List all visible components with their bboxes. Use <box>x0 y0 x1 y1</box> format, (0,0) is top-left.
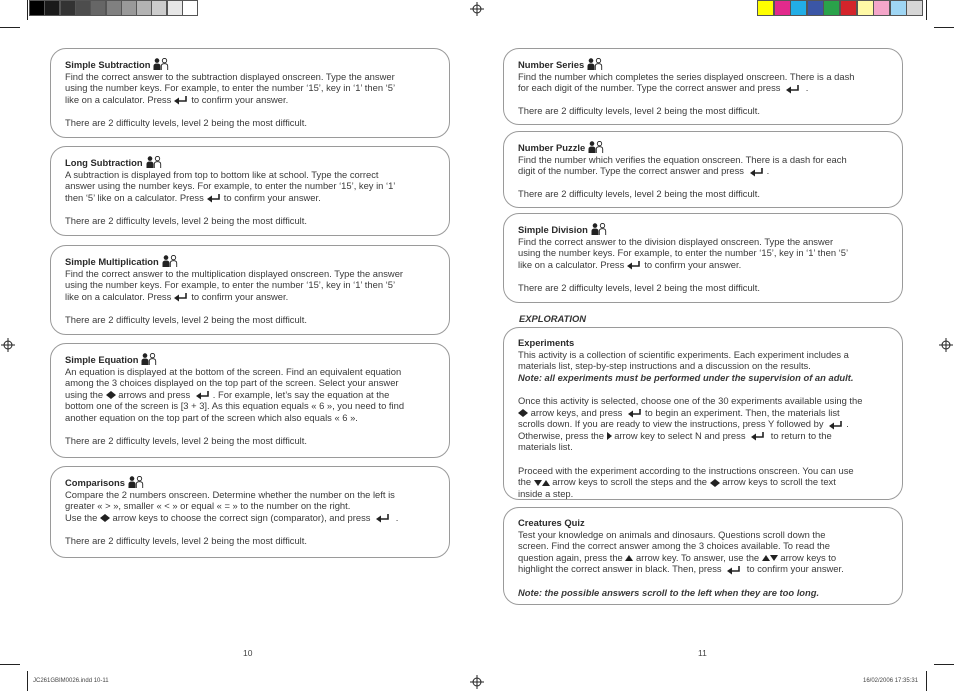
box-title: Simple Subtraction <box>65 59 151 70</box>
box-text: question again, press the <box>518 551 623 563</box>
box-title: Number Series <box>518 59 585 70</box>
box-title: Simple Equation <box>65 354 139 365</box>
comparisons-box <box>50 466 450 558</box>
up-arrow-icon <box>542 480 550 486</box>
box-text: Find the correct answer to the division displayed onscreen. Type the answer <box>518 235 834 247</box>
box-text: to confirm your answer. <box>644 258 742 270</box>
color-swatch <box>906 0 923 16</box>
box-text: using the number keys. For example, to enter the number ‘15’, key in ‘1’ then ‘5’ <box>518 247 849 259</box>
enter-key-icon <box>195 390 211 400</box>
gray-swatch <box>151 0 167 16</box>
color-swatch <box>790 0 807 16</box>
gray-swatch <box>90 0 106 16</box>
date-slug: 16/02/2006 17:35:31 <box>863 678 919 684</box>
box-text: arrow keys, and press <box>530 406 623 418</box>
box-text: . <box>846 418 849 430</box>
box-text: Find the correct answer to the multiplication displayed onscreen. Type the answer <box>65 267 404 279</box>
crop-mark <box>0 27 20 28</box>
box-text: arrow keys to scroll the text <box>722 476 836 488</box>
box-text: like on a calculator. Press <box>65 93 172 105</box>
crop-mark <box>0 664 20 665</box>
box-title: Simple Division <box>518 224 588 235</box>
down-arrow-icon <box>534 480 542 486</box>
enter-key-icon <box>627 408 643 418</box>
enter-key-icon <box>375 513 391 523</box>
box-text: Find the number which verifies the equation onscreen. There is a dash for each <box>518 153 847 165</box>
enter-key-icon <box>173 95 189 105</box>
gray-swatch <box>44 0 60 16</box>
color-swatch <box>857 0 874 16</box>
crop-mark <box>27 0 28 20</box>
players-icon <box>128 476 144 488</box>
down-arrow-icon <box>770 555 778 561</box>
crop-mark <box>926 671 927 691</box>
enter-key-icon <box>206 193 222 203</box>
box-text: arrow keys to choose the correct sign (comparator), and press <box>112 511 371 523</box>
box-text: scrolls down. If you are ready to view the instructions, press Y followed by <box>518 418 824 430</box>
box-note: Note: all experiments must be performed under the supervision of an adult. <box>518 371 854 383</box>
registration-mark-icon <box>470 2 484 16</box>
box-text: There are 2 difficulty levels, level 2 being the most difficult. <box>65 214 307 226</box>
box-text: There are 2 difficulty levels, level 2 being the most difficult. <box>518 188 760 200</box>
color-swatch <box>873 0 890 16</box>
file-slug: JC261GBIM0026.indd 10-11 <box>33 678 109 684</box>
players-icon <box>588 141 604 153</box>
crop-mark <box>926 0 927 20</box>
color-swatch <box>823 0 840 16</box>
right-arrow-icon <box>111 391 116 399</box>
players-icon <box>141 353 157 365</box>
long-subtraction-box <box>50 146 450 236</box>
box-text: to confirm your answer. <box>746 563 844 575</box>
players-icon <box>146 156 162 168</box>
enter-key-icon <box>726 565 742 575</box>
box-text: arrow keys to scroll the steps and the <box>552 476 708 488</box>
color-swatch <box>807 0 824 16</box>
up-arrow-icon <box>625 555 633 561</box>
up-arrow-icon <box>762 555 770 561</box>
number-series-box <box>503 48 903 125</box>
box-text: arrow key to select N and press <box>614 429 746 441</box>
players-icon <box>162 255 178 267</box>
box-text: Proceed with the experiment according to the instructions onscreen. You can use <box>518 464 854 476</box>
box-text: to begin an experiment. Then, the materials list <box>644 406 840 418</box>
box-text: to confirm your answer. <box>223 191 321 203</box>
box-text: arrow keys to <box>780 551 837 563</box>
box-title: Comparisons <box>65 477 125 488</box>
enter-key-icon <box>750 431 766 441</box>
box-text: Otherwise, press the <box>518 429 604 441</box>
box-note: Note: the possible answers scroll to the left when they are too long. <box>518 586 820 598</box>
box-text: for each digit of the number. Type the correct answer and press <box>518 82 781 94</box>
gray-swatch <box>121 0 137 16</box>
number-puzzle-box <box>503 131 903 208</box>
box-text: then ‘5’ like on a calculator. Press <box>65 191 204 203</box>
page-number: 11 <box>698 648 707 658</box>
box-text: using the number keys. For example, to enter the number ‘15’, key in ‘1’ then ‘5’ <box>65 279 396 291</box>
registration-mark-icon <box>939 338 953 352</box>
simple-equation-box <box>50 343 450 458</box>
box-text: Find the correct answer to the subtraction displayed onscreen. Type the answer <box>65 70 395 82</box>
box-text: Compare the 2 numbers onscreen. Determine whether the number on the left is <box>65 488 395 500</box>
box-text: There are 2 difficulty levels, level 2 being the most difficult. <box>65 435 307 447</box>
right-arrow-icon <box>105 514 110 522</box>
box-text: to return to the <box>770 429 832 441</box>
box-text: inside a step. <box>518 487 574 499</box>
box-text: to confirm your answer. <box>191 93 289 105</box>
box-text: A subtraction is displayed from top to bottom like at school. Type the correct <box>65 168 379 180</box>
gray-swatch <box>60 0 76 16</box>
box-text: An equation is displayed at the bottom of the screen. Find an equivalent equation <box>65 365 402 377</box>
box-text: among the 3 choices displayed on the top part of the screen. Select your answer <box>65 377 399 389</box>
right-arrow-icon <box>523 409 528 417</box>
box-text: like on a calculator. Press <box>65 290 172 302</box>
box-text: another equation on the top part of the screen which also equals « 6 ». <box>65 411 358 423</box>
registration-mark-icon <box>1 338 15 352</box>
gray-swatch <box>106 0 122 16</box>
crop-mark <box>27 671 28 691</box>
box-text: materials list, step-by-step instructions and a discussion on the results. <box>518 360 811 372</box>
gray-swatch <box>29 0 45 16</box>
box-text: bottom one of the screen is [3 + 3]. As this equation equals « 6 », you need to find <box>65 400 405 412</box>
color-swatch <box>774 0 791 16</box>
players-icon <box>153 58 169 70</box>
gray-swatch <box>136 0 152 16</box>
box-text: screen. Find the correct answer among the 3 choices available. To read the <box>518 540 830 552</box>
box-text: using the <box>65 388 104 400</box>
gray-swatch <box>75 0 91 16</box>
box-text: materials list. <box>518 441 573 453</box>
enter-key-icon <box>785 84 801 94</box>
page-number: 10 <box>243 648 253 658</box>
registration-mark-icon <box>470 675 484 689</box>
box-text: . <box>766 165 770 177</box>
section-heading: EXPLORATION <box>519 313 587 324</box>
color-swatch <box>757 0 774 16</box>
simple-subtraction-box <box>50 48 450 138</box>
box-text: There are 2 difficulty levels, level 2 being the most difficult. <box>65 116 307 128</box>
box-title: Experiments <box>518 337 575 348</box>
enter-key-icon <box>828 420 844 430</box>
box-text: . <box>805 82 809 94</box>
box-text: There are 2 difficulty levels, level 2 being the most difficult. <box>65 313 307 325</box>
right-arrow-icon <box>607 432 612 440</box>
color-swatch <box>890 0 907 16</box>
box-text: This activity is a collection of scientific experiments. Each experiment includes a <box>518 348 849 360</box>
box-text: Find the number which completes the series displayed onscreen. There is a dash <box>518 70 855 82</box>
box-text: Use the <box>65 511 98 523</box>
simple-multiplication-box <box>50 245 450 335</box>
box-title: Number Puzzle <box>518 142 586 153</box>
box-text: the <box>518 476 532 488</box>
enter-key-icon <box>749 167 765 177</box>
box-title: Simple Multiplication <box>65 256 159 267</box>
box-text: using the number keys. For example, to enter the number ‘15’, key in ‘1’ then ‘5’ <box>65 82 396 94</box>
box-text: Once this activity is selected, choose one of the 30 experiments available using the <box>518 394 863 406</box>
box-text: arrows and press <box>118 388 191 400</box>
players-icon <box>591 223 607 235</box>
box-text: greater « > », smaller « < » or equal « = » to the number on the right. <box>65 500 351 512</box>
enter-key-icon <box>173 292 189 302</box>
crop-mark <box>934 664 954 665</box>
box-text: There are 2 difficulty levels, level 2 being the most difficult. <box>65 534 307 546</box>
box-text: Test your knowledge on animals and dinosaurs. Questions scroll down the <box>518 528 826 540</box>
box-text: answer using the number keys. For example, to enter the number ‘15’, key in ‘1’ <box>65 180 396 192</box>
box-text: . <box>395 511 399 523</box>
box-text: like on a calculator. Press <box>518 258 625 270</box>
gray-swatch <box>182 0 198 16</box>
simple-division-box <box>503 213 903 303</box>
color-swatch <box>840 0 857 16</box>
box-text: . For example, let’s say the equation at the <box>212 388 390 400</box>
players-icon <box>587 58 603 70</box>
experiments-box <box>503 327 903 500</box>
box-title: Creatures Quiz <box>518 517 585 528</box>
crop-mark <box>934 27 954 28</box>
gray-swatch <box>167 0 183 16</box>
box-text: to confirm your answer. <box>191 290 289 302</box>
creatures-quiz-box <box>503 507 903 605</box>
box-title: Long Subtraction <box>65 157 143 168</box>
box-text: highlight the correct answer in black. Then, press <box>518 563 722 575</box>
box-text: arrow key. To answer, use the <box>635 551 760 563</box>
box-text: There are 2 difficulty levels, level 2 being the most difficult. <box>518 105 760 117</box>
enter-key-icon <box>626 260 642 270</box>
box-text: There are 2 difficulty levels, level 2 being the most difficult. <box>518 281 760 293</box>
box-text: digit of the number. Type the correct answer and press <box>518 165 744 177</box>
right-arrow-icon <box>715 479 720 487</box>
